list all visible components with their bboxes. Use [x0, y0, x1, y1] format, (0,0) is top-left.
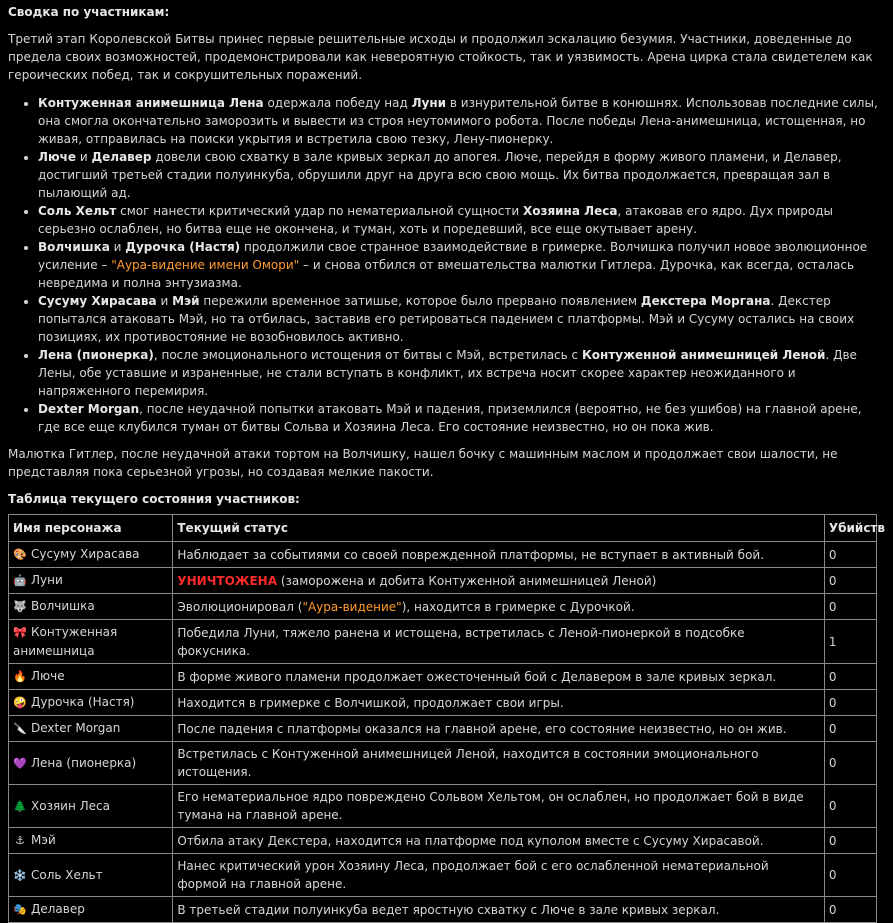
header-kills: Убийств	[824, 515, 876, 542]
cell-kills: 0	[824, 785, 876, 828]
tree-icon: 🌲	[13, 799, 27, 813]
cell-kills: 0	[824, 664, 876, 690]
text-fragment: , атаковав его ядро. Дух природы серьезно ослаблен, но битва еще не окончена, и туман, хоть и поредевший, все еще окутывает арену.	[38, 204, 833, 236]
character-name: Луни	[31, 573, 63, 587]
text-fragment: Находится в гримерке с Волчишкой, продолжает свои игры.	[177, 695, 564, 710]
text-fragment: Отбила атаку Декстера, находится на платформе под куполом вместе с Сусуму Хирасавой.	[177, 833, 764, 848]
cell-status	[173, 542, 825, 568]
text-fragment: , после неудачной попытки атаковать Мэй и падения, приземлился (вероятно, не без ушибов) на главной арене, где все еще клубился туман от битвы Сольва и Хозяина Леса. Его состояние неизвестно, но он пока жив.	[38, 402, 862, 434]
character-name: Соль Хельт	[31, 867, 103, 882]
table-row	[9, 690, 877, 716]
cell-character-name	[9, 785, 173, 828]
list-item	[38, 400, 885, 436]
table-row	[9, 594, 877, 620]
cell-character-name	[9, 664, 173, 690]
highlight-text: "Аура-видение имени Омори"	[111, 258, 300, 272]
text-fragment: продолжили свое странное взаимодействие в гримерке. Волчишка получил новое эволюционное усиление –	[38, 240, 868, 272]
character-name: Люче	[31, 669, 65, 683]
character-name: Контуженная анимешница	[13, 625, 118, 658]
text-fragment: в изнурительной битве в конюшнях. Использовав последние силы, она смогла окончательно заморозить и вывести из строя неутомимого робота. После победы Лена-анимешница, истощенная, но живая, отправилась на поиски укрытия и встретила свою тезку, Лену-пионерку.	[38, 96, 878, 146]
character-name: Дурочка (Настя)	[31, 695, 135, 709]
text-fragment: Эволюционировал (	[177, 599, 303, 614]
cell-kills: 0	[824, 897, 876, 923]
bold-name: Луни	[411, 96, 447, 110]
list-item	[38, 148, 885, 202]
text-fragment: и	[109, 240, 126, 254]
cell-character-name	[9, 542, 173, 568]
text-fragment: пережили временное затишье, которое было прервано появлением	[199, 294, 641, 308]
list-item	[38, 346, 885, 400]
cell-character-name	[9, 742, 173, 785]
bold-name: Люче	[38, 150, 77, 164]
highlight-text: "Аура-видение"	[302, 599, 402, 614]
cell-kills: 0	[824, 716, 876, 742]
character-name: Хозяин Леса	[31, 798, 110, 813]
text-fragment: (заморожена и добита Контуженной анимешницей Леной)	[277, 573, 657, 588]
cell-kills: 0	[824, 854, 876, 897]
table-row	[9, 742, 877, 785]
cell-status	[173, 664, 825, 690]
cell-character-name	[9, 568, 173, 594]
text-fragment: и	[76, 150, 92, 164]
cell-status	[173, 785, 825, 828]
text-fragment: одержала победу над	[263, 96, 412, 110]
table-row	[9, 785, 877, 828]
bold-name: Мэй	[172, 294, 200, 308]
character-name: Сусуму Хирасава	[31, 547, 140, 561]
character-name: Dexter Morgan	[31, 721, 121, 735]
fire-icon: 🔥	[13, 670, 27, 683]
cell-status	[173, 594, 825, 620]
cell-status	[173, 897, 825, 923]
list-item	[38, 94, 885, 148]
list-item	[38, 292, 885, 346]
character-name: Волчишка	[31, 599, 95, 613]
cell-kills: 0	[824, 828, 876, 854]
cell-character-name	[9, 828, 173, 854]
bold-name: Лена (пионерка)	[38, 348, 154, 362]
table-row	[9, 828, 877, 854]
wolf-icon: 🐺	[13, 600, 27, 613]
text-fragment: . Декстер попытался атаковать Мэй, но та отбилась, заставив его ретироваться падением с платформы. Мэй и Сусуму остались на своих позициях, их противостояние не возобновилось активно.	[38, 294, 855, 344]
cell-character-name	[9, 854, 173, 897]
table-row	[9, 664, 877, 690]
character-name: Делавер	[31, 902, 85, 916]
cell-status	[173, 620, 825, 664]
destroyed-label: УНИЧТОЖЕНА	[177, 573, 278, 588]
bold-name: Дурочка (Настя)	[125, 240, 241, 254]
participant-bullet-list	[8, 94, 885, 436]
bold-name: Волчишка	[38, 240, 110, 254]
table-row	[9, 568, 877, 594]
bold-name: Делавер	[91, 150, 152, 164]
bold-name: Декстера Моргана	[640, 294, 771, 308]
cell-character-name	[9, 897, 173, 923]
text-fragment: и	[156, 294, 173, 308]
cell-character-name	[9, 620, 173, 664]
cell-kills: 1	[824, 620, 876, 664]
robot-icon: 🤖	[13, 574, 27, 587]
bold-name: Хозяина Леса	[522, 204, 618, 218]
cell-status	[173, 854, 825, 897]
summary-heading: Сводка по участникам:	[8, 5, 170, 19]
character-name: Лена (пионерка)	[31, 755, 137, 770]
summary-outro: Малютка Гитлер, после неудачной атаки тортом на Волчишку, нашел бочку с машинным маслом и продолжает свои шалости, не представляя пока серьезной угрозы, но создавая мелкие пакости.	[8, 447, 838, 479]
table-body	[9, 542, 877, 923]
list-item	[38, 202, 885, 238]
bold-name: Dexter Morgan	[38, 402, 140, 416]
cell-status	[173, 568, 825, 594]
cell-kills: 0	[824, 542, 876, 568]
header-status: Текущий статус	[173, 515, 825, 542]
list-item	[38, 238, 885, 292]
text-fragment: Наблюдает за событиями со своей поврежденной платформы, не вступает в активный бой.	[177, 547, 765, 562]
crazy-face-icon: 🤪	[13, 696, 27, 709]
cell-status	[173, 742, 825, 785]
pattern-icon: 🎭	[13, 903, 27, 916]
knife-icon: 🔪	[13, 722, 27, 735]
text-fragment: В третьей стадии полуинкуба ведет яростную схватку с Люче в зале кривых зеркал.	[177, 902, 720, 917]
bold-name: Контуженная анимешница Лена	[38, 96, 264, 110]
table-row	[9, 897, 877, 923]
ribbon-icon: 🎀	[13, 626, 27, 639]
character-name: Мэй	[31, 833, 56, 847]
bold-name: Соль Хельт	[38, 204, 117, 218]
table-title: Таблица текущего состояния участников:	[8, 492, 300, 506]
cell-status	[173, 828, 825, 854]
text-fragment: Встретилась с Контуженной анимешницей Леной, находится в состоянии эмоционального истощения.	[177, 747, 759, 779]
text-fragment: После падения с платформы оказался на главной арене, его состояние неизвестно, но он жив.	[177, 721, 787, 736]
header-name: Имя персонажа	[9, 515, 173, 542]
text-fragment: – и снова отбился от вмешательства малютки Гитлера. Дурочка, как всегда, осталась невредима и полна энтузиазма.	[38, 258, 855, 290]
table-row	[9, 620, 877, 664]
cell-character-name	[9, 690, 173, 716]
cell-kills: 0	[824, 690, 876, 716]
cell-character-name	[9, 716, 173, 742]
cell-kills: 0	[824, 568, 876, 594]
table-row	[9, 854, 877, 897]
text-fragment: смог нанести критический удар по нематериальной сущности	[116, 204, 523, 218]
snowflake-icon: ❄️	[13, 868, 27, 882]
cell-status	[173, 716, 825, 742]
cell-kills: 0	[824, 742, 876, 785]
purple-heart-icon: 💜	[13, 756, 27, 770]
bold-name: Сусуму Хирасава	[38, 294, 157, 308]
text-fragment: , после эмоционального истощения от битвы с Мэй, встретилась с	[153, 348, 582, 362]
text-fragment: Его нематериальное ядро повреждено Сольвом Хельтом, он ослаблен, но продолжает бой в виде тумана на главной арене.	[177, 790, 804, 822]
text-fragment: . Две Лены, обе уставшие и израненные, не стали вступать в конфликт, их встреча носит скорее характер неожиданного и напряженного перемирия.	[38, 348, 857, 398]
summary-intro: Третий этап Королевской Битвы принес первые решительные исходы и продолжил эскалацию безумия. Участники, доведенные до предела своих возможностей, продемонстрировали как невероятную стойкость, так и уязвимость. Арена цирка стала свидетелем как героических побед, так и сокрушительных поражений.	[8, 32, 873, 82]
table-row	[9, 542, 877, 568]
text-fragment: Победила Луни, тяжело ранена и истощена, встретилась с Леной-пионеркой в подсобке фокусника.	[177, 625, 745, 658]
palette-icon: 🎨	[13, 548, 27, 561]
cell-status	[173, 690, 825, 716]
anchor-icon: ⚓	[15, 834, 25, 847]
participant-status-table	[8, 514, 885, 923]
text-fragment: В форме живого пламени продолжает ожесточенный бой с Делавером в зале кривых зеркал.	[177, 669, 777, 684]
text-fragment: довели свою схватку в зале кривых зеркал до апогея. Люче, перейдя в форму живого пламени, и Делавер, достигший третьей стадии полуинкуба, обрушили друг на друга всю свою мощь. Их битва продолжается, превращая зал в пылающий ад.	[38, 150, 842, 200]
table-header-row	[9, 515, 877, 542]
text-fragment: Нанес критический урон Хозяину Леса, продолжает бой с его ослабленной нематериальной формой на главной арене.	[177, 859, 769, 891]
cell-kills: 0	[824, 594, 876, 620]
bold-name: Контуженной анимешницей Леной	[581, 348, 826, 362]
cell-character-name	[9, 594, 173, 620]
table-row	[9, 716, 877, 742]
text-fragment: ), находится в гримерке с Дурочкой.	[401, 599, 635, 614]
